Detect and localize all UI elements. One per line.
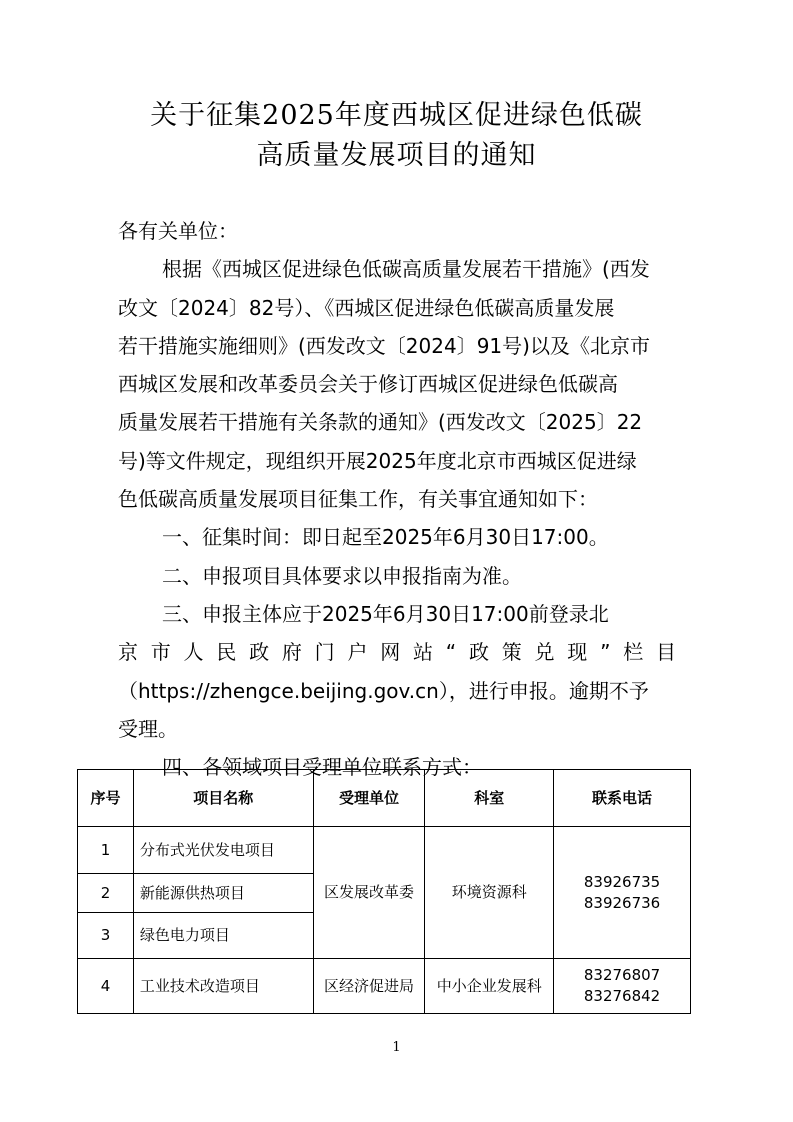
paragraph-line: 改文〔2024〕82号）、《西城区促进绿色低碳高质量发展 [118, 295, 615, 320]
item-contacts-heading: 四、各领域项目受理单位联系方式： [162, 755, 482, 780]
header-unit: 受理单位 [313, 770, 425, 827]
table-row [78, 959, 691, 1014]
paragraph-line: （https://zhengce.beijing.gov.cn），进行申报。逾期不予 [118, 678, 649, 703]
row-project-name: 新能源供热项目 [133, 874, 313, 913]
row-no: 3 [78, 913, 134, 959]
paragraph-intro [118, 250, 676, 518]
row-unit: 区发展改革委 [313, 827, 425, 959]
header-no: 序号 [78, 770, 134, 827]
title-line-1: 关于征集2025年度西城区促进绿色低碳 [150, 100, 643, 131]
table-header-row [78, 770, 691, 827]
salutation: 各有关单位： [118, 219, 238, 243]
row-no: 4 [78, 959, 134, 1014]
paragraph-line: 若干措施实施细则》(西发改文〔2024〕91号)以及《北京市 [118, 333, 650, 358]
phone-number: 83276842 [583, 987, 661, 1005]
paragraph-line: 号)等文件规定，现组织开展2025年度北京市西城区促进绿 [118, 448, 637, 473]
paragraph-line: 三、申报主体应于2025年6月30日17:00前登录北 [162, 601, 609, 626]
paragraph-line: 色低碳高质量发展项目征集工作，有关事宜通知如下： [118, 487, 598, 512]
paragraph-line: 质量发展若干措施有关条款的通知》(西发改文〔2025〕22 [118, 410, 643, 435]
document-body [118, 212, 676, 786]
row-dept: 环境资源科 [425, 827, 554, 959]
paragraph-line: 京市人民政府门户网站“政策兑现”栏目 [118, 640, 676, 665]
paragraph-line: 根据《西城区促进绿色低碳高质量发展若干措施》(西发 [162, 257, 650, 282]
row-no: 1 [78, 827, 134, 874]
phone-number: 83926735 [583, 872, 661, 891]
row-dept: 中小企业发展科 [425, 959, 554, 1014]
row-project-name: 工业技术改造项目 [133, 959, 313, 1014]
header-project-name: 项目名称 [133, 770, 313, 827]
item-requirements: 二、申报项目具体要求以申报指南为准。 [162, 563, 522, 588]
item-application [118, 595, 676, 748]
row-phone [554, 959, 691, 1014]
phone-number: 83926736 [583, 893, 661, 912]
page-number: 1 [392, 1040, 401, 1055]
header-phone: 联系电话 [554, 770, 691, 827]
paragraph-line: 受理。 [118, 716, 178, 741]
contacts-table [77, 769, 691, 1014]
paragraph-line: 西城区发展和改革委员会关于修订西城区促进绿色低碳高 [118, 372, 618, 397]
row-project-name: 绿色电力项目 [133, 913, 313, 959]
item-collection-time: 一、征集时间：即日起至2025年6月30日17:00。 [162, 525, 609, 550]
header-dept: 科室 [425, 770, 554, 827]
row-no: 2 [78, 874, 134, 913]
document-title [0, 96, 793, 176]
row-phone [554, 827, 691, 959]
row-project-name: 分布式光伏发电项目 [133, 827, 313, 874]
phone-number: 83276807 [583, 966, 661, 984]
title-line-2: 高质量发展项目的通知 [256, 140, 537, 171]
row-unit: 区经济促进局 [313, 959, 425, 1014]
table-row [78, 827, 691, 874]
